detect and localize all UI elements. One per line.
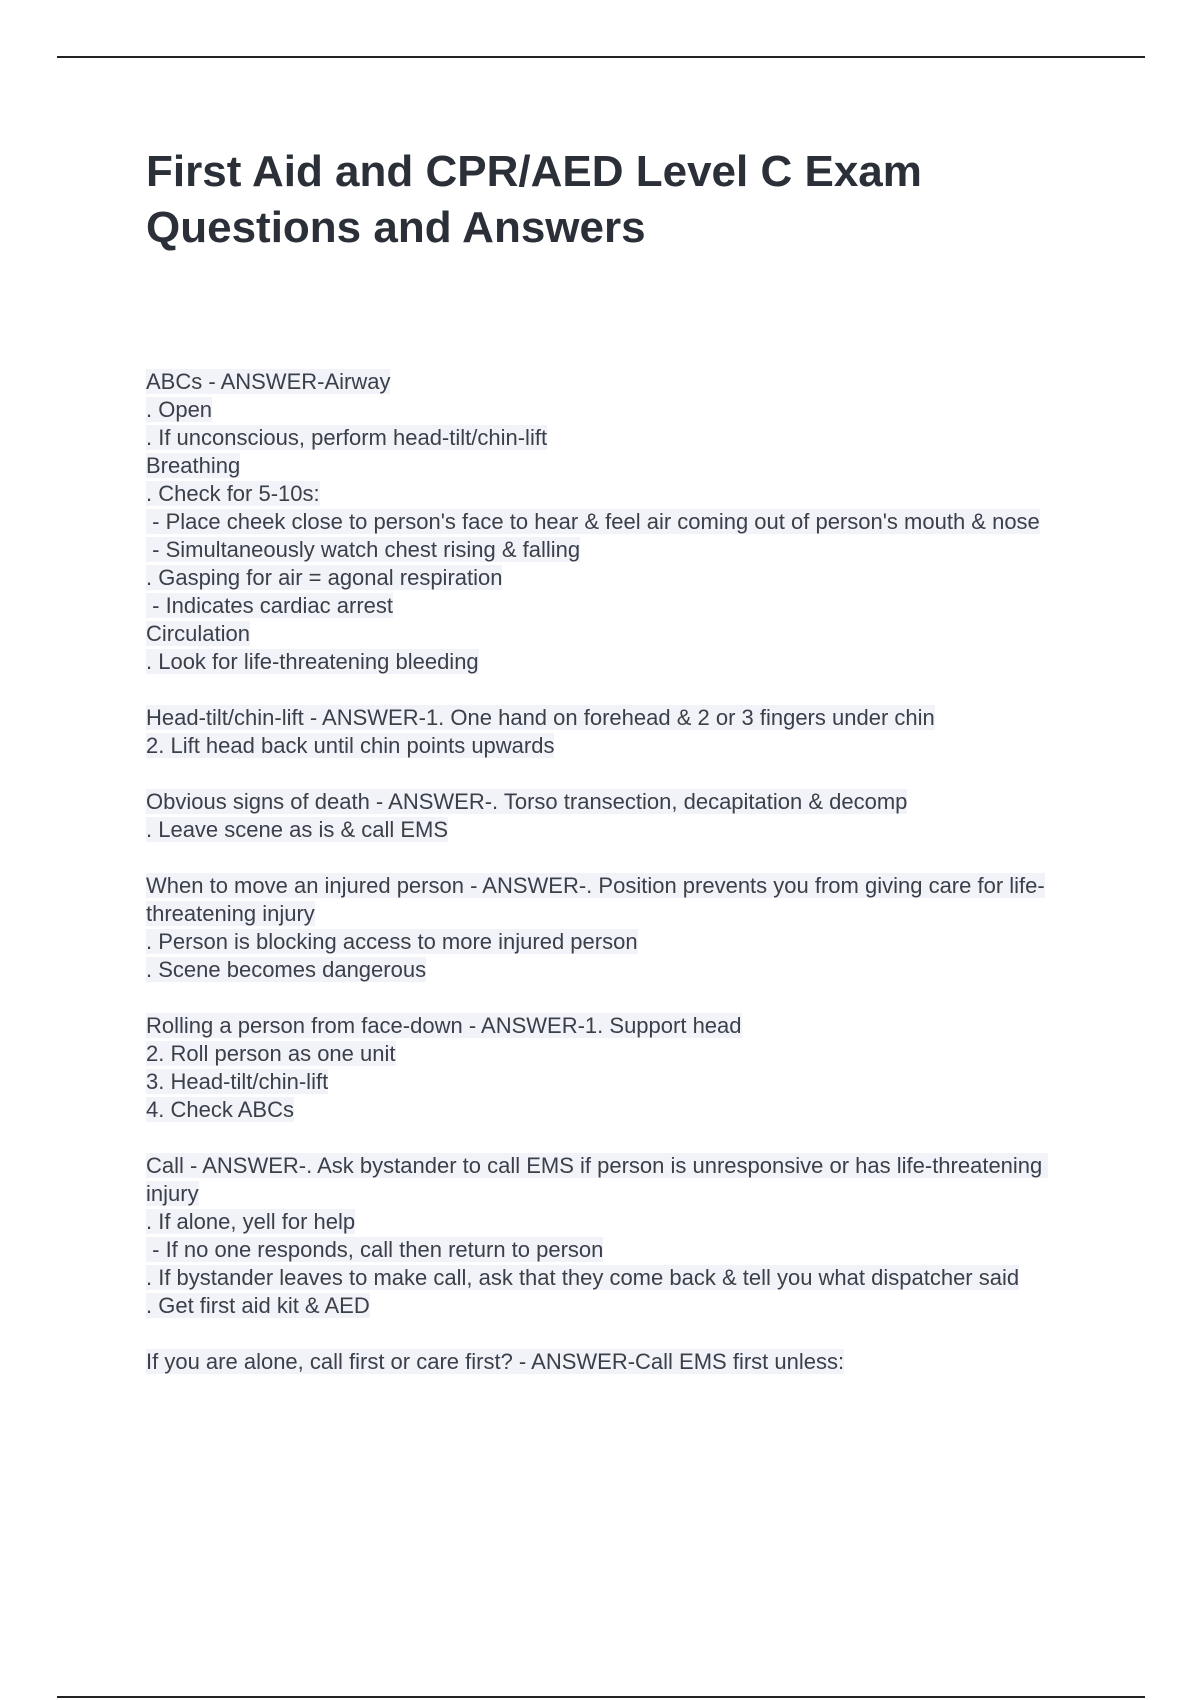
qa-content (146, 368, 1076, 1404)
qa-block-signs-of-death (146, 788, 1076, 844)
qa-line: . Check for 5-10s: (146, 481, 320, 506)
qa-line: - Simultaneously watch chest rising & falling (146, 537, 581, 562)
qa-block-call-or-care (146, 1348, 1076, 1376)
qa-line: . If unconscious, perform head-tilt/chin-lift (146, 425, 548, 450)
qa-line: 3. Head-tilt/chin-lift (146, 1069, 329, 1094)
qa-line: . Scene becomes dangerous (146, 957, 427, 982)
qa-line: Breathing (146, 453, 241, 478)
qa-line: Head-tilt/chin-lift - ANSWER-1. One hand on forehead & 2 or 3 fingers under chin (146, 705, 935, 730)
qa-block-move-injured (146, 872, 1076, 984)
qa-line: ABCs - ANSWER-Airway (146, 369, 391, 394)
qa-block-abcs (146, 368, 1076, 676)
qa-line: 4. Check ABCs (146, 1097, 294, 1122)
qa-block-rolling (146, 1012, 1076, 1124)
qa-line: . Person is blocking access to more injured person (146, 929, 638, 954)
qa-line: Circulation (146, 621, 250, 646)
qa-line: . Gasping for air = agonal respiration (146, 565, 503, 590)
qa-line: - Place cheek close to person's face to hear & feel air coming out of person's mouth & nose (146, 509, 1040, 534)
qa-line: 2. Lift head back until chin points upwards (146, 733, 555, 758)
qa-line: . Get first aid kit & AED (146, 1293, 370, 1318)
qa-line: Rolling a person from face-down - ANSWER-1. Support head (146, 1013, 742, 1038)
qa-line: . Open (146, 397, 213, 422)
footer-rule (57, 1696, 1145, 1698)
qa-line: . If alone, yell for help (146, 1209, 356, 1234)
qa-line: Call - ANSWER-. Ask bystander to call EMS if person is unresponsive or has life-threatening injury (146, 1153, 1049, 1206)
qa-line: . Look for life-threatening bleeding (146, 649, 479, 674)
qa-line: - If no one responds, call then return to person (146, 1237, 604, 1262)
header-rule (57, 56, 1145, 58)
qa-line: When to move an injured person - ANSWER-. Position prevents you from giving care for life-threatening injury (146, 873, 1045, 926)
qa-line: - Indicates cardiac arrest (146, 593, 393, 618)
qa-line: 2. Roll person as one unit (146, 1041, 396, 1066)
qa-line: . Leave scene as is & call EMS (146, 817, 449, 842)
qa-line: If you are alone, call first or care first? - ANSWER-Call EMS first unless: (146, 1349, 845, 1374)
qa-line: Obvious signs of death - ANSWER-. Torso transection, decapitation & decomp (146, 789, 908, 814)
qa-block-call (146, 1152, 1076, 1320)
qa-line: . If bystander leaves to make call, ask that they come back & tell you what dispatcher said (146, 1265, 1020, 1290)
qa-block-head-tilt (146, 704, 1076, 760)
document-title: First Aid and CPR/AED Level C Exam Questions and Answers (146, 147, 922, 252)
